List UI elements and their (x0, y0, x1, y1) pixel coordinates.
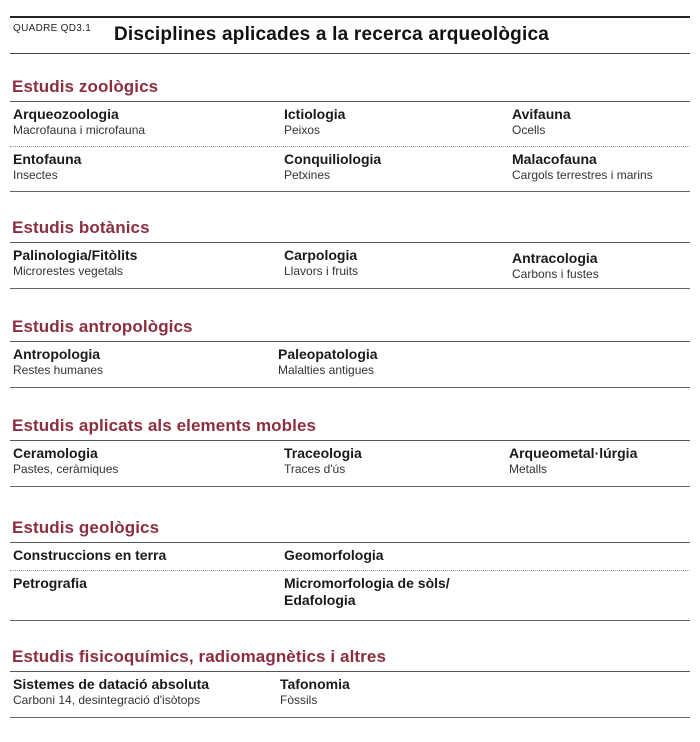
discipline-name: Entofauna (13, 151, 82, 167)
table-row (10, 543, 690, 571)
discipline-name: Malacofauna (512, 151, 597, 167)
discipline-desc: Macrofauna i microfauna (13, 123, 146, 137)
discipline-desc: Peixos (284, 123, 321, 137)
table-row (10, 342, 690, 388)
discipline-desc: Malalties antigues (278, 363, 375, 377)
section-geologics (10, 518, 690, 621)
discipline-item (13, 547, 166, 564)
discipline-name: Carpologia (284, 247, 358, 263)
discipline-desc: Petxines (284, 168, 331, 182)
discipline-name: Palinologia/Fitòlits (13, 247, 138, 263)
discipline-desc: Carboni 14, desintegració d'isòtops (13, 693, 201, 707)
section-title: Estudis antropològics (12, 317, 193, 336)
table-row (10, 441, 690, 487)
discipline-desc: Pastes, ceràmiques (13, 462, 119, 476)
discipline-name: Petrografia (13, 575, 87, 591)
discipline-item (13, 445, 118, 477)
discipline-name: Conquiliologia (284, 151, 382, 167)
discipline-item (278, 346, 378, 378)
section-botanics (10, 218, 690, 289)
discipline-desc: Cargols terrestres i marins (512, 168, 653, 182)
table-row (10, 243, 690, 289)
section-antropologics (10, 317, 690, 388)
discipline-name: Geomorfologia (284, 547, 384, 563)
discipline-desc: Restes humanes (13, 363, 104, 377)
section-elements-mobles (10, 416, 690, 487)
discipline-name: Arqueozoologia (13, 106, 119, 122)
discipline-item (280, 676, 350, 708)
section-title: Estudis fisicoquímics, radiomagnètics i altres (12, 647, 386, 666)
discipline-item (509, 445, 637, 477)
discipline-item (284, 151, 381, 183)
discipline-item (284, 547, 384, 564)
discipline-name: Ceramologia (13, 445, 98, 461)
discipline-desc: Microrestes vegetals (13, 264, 124, 278)
discipline-name: Traceologia (284, 445, 362, 461)
discipline-desc: Ocells (512, 123, 546, 137)
discipline-desc: Fòssils (280, 693, 318, 707)
discipline-desc: Insectes (13, 168, 58, 182)
table-row (10, 102, 690, 147)
table-row (10, 672, 690, 718)
title-rule (10, 53, 690, 54)
discipline-name: Tafonomia (280, 676, 350, 692)
discipline-desc: Metalls (509, 462, 548, 476)
discipline-name: Paleopatologia (278, 346, 378, 362)
discipline-name-continued: Edafologia (284, 592, 356, 608)
table-row (10, 147, 690, 192)
discipline-name: Antracologia (512, 250, 598, 266)
section-title: Estudis geològics (12, 518, 160, 537)
section-zoologics (10, 77, 690, 192)
discipline-desc: Carbons i fustes (512, 267, 599, 281)
table-row (10, 571, 690, 621)
discipline-item (13, 575, 87, 592)
box-label: QUADRE QD3.1 (13, 23, 92, 34)
discipline-item (13, 106, 145, 138)
discipline-item (13, 247, 137, 279)
discipline-desc: Llavors i fruits (284, 264, 359, 278)
discipline-item (284, 575, 450, 609)
section-title: Estudis botànics (12, 218, 150, 237)
top-rule (10, 16, 690, 18)
discipline-name: Antropologia (13, 346, 101, 362)
discipline-item (13, 151, 81, 183)
box-title: Disciplines aplicades a la recerca arqueològica (114, 24, 549, 45)
discipline-item (512, 250, 599, 282)
discipline-item (512, 106, 571, 138)
discipline-item (13, 346, 103, 378)
discipline-name: Construccions en terra (13, 547, 167, 563)
discipline-name: Sistemes de datació absoluta (13, 676, 210, 692)
discipline-item (284, 445, 362, 477)
discipline-item (512, 151, 653, 183)
section-title: Estudis aplicats als elements mobles (12, 416, 317, 435)
section-title: Estudis zoològics (12, 77, 159, 96)
discipline-name: Ictiologia (284, 106, 346, 122)
discipline-name: Avifauna (512, 106, 571, 122)
discipline-name: Arqueometal·lúrgia (509, 445, 638, 461)
discipline-item (284, 247, 358, 279)
discipline-name: Micromorfologia de sòls/ (284, 575, 450, 591)
discipline-desc: Traces d'ús (284, 462, 346, 476)
discipline-item (284, 106, 345, 138)
discipline-item (13, 676, 209, 708)
section-fisicoquimics (10, 647, 690, 718)
